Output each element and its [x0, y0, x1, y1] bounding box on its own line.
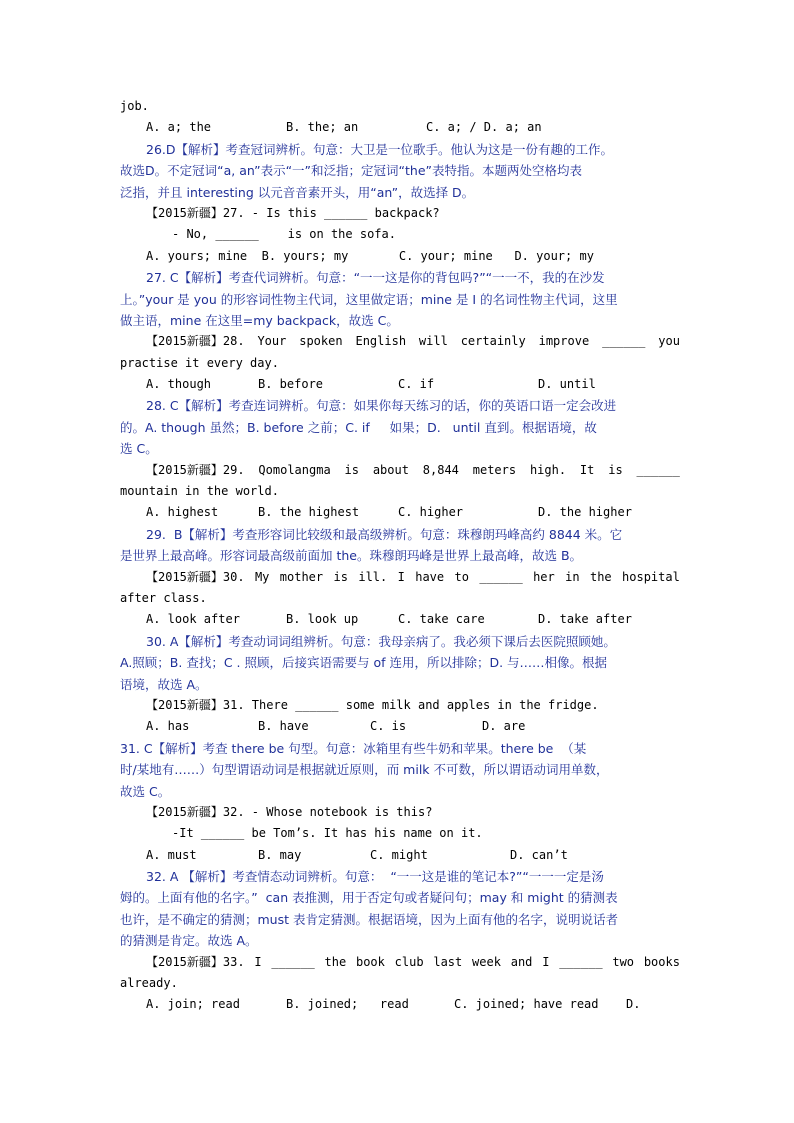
question-line: 【2015新疆】32. - Whose notebook is this? — [146, 804, 433, 819]
option-c: C. might — [370, 847, 428, 862]
question-line: after class. — [120, 590, 207, 605]
option-a: A. a; the — [146, 120, 212, 135]
options-row — [120, 716, 680, 737]
option-a: A. has — [146, 719, 190, 734]
word: I — [542, 954, 550, 969]
option-b: B. look up — [286, 612, 359, 627]
question-line — [120, 952, 680, 973]
options-row — [120, 374, 680, 395]
word: I — [397, 569, 405, 584]
explanation-line: 28. C【解析】考查连词辨析。句意：如果你每天练习的话，你的英语口语一定会改进 — [146, 398, 617, 414]
question-line: 【2015新疆】31. There ______ some milk and apples in the fridge. — [146, 697, 599, 712]
word: you — [658, 334, 680, 349]
question-line: - No, ______ is on the sofa. — [172, 227, 396, 242]
explanation-line: 故选D。不定冠词“a, an”表示“一”和泛指；定冠词“the”表特指。本题两处空格均表 — [120, 163, 583, 179]
word: I — [254, 954, 262, 969]
explanation-line: 的。A. though 虽然；B. before 之前；C. if 如果；D. until 直到。根据语境，故 — [120, 419, 597, 435]
options-row — [120, 845, 680, 866]
explanation-line: 选 C。 — [120, 441, 158, 457]
question-line: 【2015新疆】27. - Is this ______ backpack? — [146, 205, 440, 220]
text-line: job. — [120, 99, 149, 113]
document-page — [120, 96, 680, 1016]
word: improve — [538, 334, 590, 349]
word: ______ — [559, 954, 603, 969]
option-b: B. the; an — [286, 120, 359, 135]
word: 8,844 — [422, 462, 459, 477]
options-row — [120, 502, 680, 523]
word: ______ — [271, 954, 315, 969]
question-line — [120, 331, 680, 352]
option-c: C. joined; have read — [454, 997, 599, 1012]
explanation-line: 29. B【解析】考查形容词比较级和最高级辨析。句意：珠穆朗玛峰高约 8844 米。它 — [146, 526, 623, 542]
word: 【2015新疆】29. — [146, 462, 245, 477]
options-row — [120, 994, 680, 1015]
explanation-line: 做主语，mine 在这里=my backpack，故选 C。 — [120, 312, 399, 328]
word: her — [533, 569, 555, 584]
explanation-line: 上。”your 是 you 的形容词性物主代词，这里做定语；mine 是 I 的名词性物主代词，这里 — [120, 291, 618, 307]
question-line: mountain in the world. — [120, 484, 279, 499]
option-b: B. may — [258, 847, 302, 862]
word: 【2015新疆】30. — [146, 569, 245, 584]
explanation-line: 故选 C。 — [120, 783, 171, 799]
option-c: C. higher — [398, 505, 464, 520]
word: hospital — [622, 569, 680, 584]
option-d: D. the higher — [538, 505, 632, 520]
explanation-line: 语境，故选 A。 — [120, 676, 208, 692]
word: mother — [279, 569, 324, 584]
option-b: B. have — [258, 719, 309, 734]
word: club — [394, 954, 424, 969]
explanation-line: 30. A【解析】考查动词词组辨析。句意：我母亲病了。我必须下课后去医院照顾她。 — [146, 633, 616, 649]
option-c: C. if — [398, 377, 435, 392]
option-a: A. must — [146, 847, 197, 862]
word: English — [355, 334, 407, 349]
question-line — [120, 460, 680, 481]
explanation-line: 时/某地有……）句型谓语动词是根据就近原则，而 milk 不可数，所以谓语动词用单数， — [120, 762, 609, 778]
explanation-line: 27. C【解析】考查代词辨析。句意：“一一这是你的背包吗?”“一一不，我的在沙发 — [146, 270, 605, 286]
option-d: D. take after — [538, 612, 632, 627]
option-d: D. can’t — [510, 847, 568, 862]
option-c: C. is — [370, 719, 407, 734]
word: high. — [529, 462, 567, 477]
word: ______ — [636, 462, 680, 477]
option-a: A. highest — [146, 505, 219, 520]
option-a: A. though — [146, 377, 212, 392]
option-b: B. the highest — [258, 505, 360, 520]
option-b: B. joined; read — [286, 997, 409, 1012]
explanation-line: 也许，是不确定的猜测；must 表肯定猜测。根据语境，因为上面有他的名字，说明说话者 — [120, 911, 618, 927]
word: have — [415, 569, 445, 584]
word: and — [510, 954, 533, 969]
explanation-line: 26.D【解析】考查冠词辨析。句意：大卫是一位歌手。他认为这是一份有趣的工作。 — [146, 141, 614, 157]
word: It — [579, 462, 595, 477]
word: meters — [472, 462, 517, 477]
options-row: A. yours; mine B. yours; my C. your; mine D. your; my — [146, 248, 594, 263]
explanation-line: 姆的。上面有他的名字。” can 表推测，用于否定句或者疑问句；may 和 might 的猜测表 — [120, 890, 618, 906]
word: in — [565, 569, 580, 584]
explanation-line: 的猜测是肯定。故选 A。 — [120, 933, 258, 949]
word: 【2015新疆】33. — [146, 954, 245, 969]
option-d: D. — [626, 997, 641, 1012]
word: to — [454, 569, 469, 584]
option-c-d: C. a; / D. a; an — [426, 120, 542, 135]
word: two — [612, 954, 635, 969]
option-a: A. look after — [146, 612, 240, 627]
word: ill. — [358, 569, 388, 584]
word: is — [608, 462, 623, 477]
word: 【2015新疆】28. — [146, 334, 245, 349]
option-c: C. take care — [398, 612, 485, 627]
option-d: D. are — [482, 719, 526, 734]
word: Qomolangma — [258, 462, 331, 477]
word: book — [355, 954, 385, 969]
word: the — [324, 954, 347, 969]
word: last — [433, 954, 463, 969]
word: is — [333, 569, 348, 584]
word: the — [589, 569, 612, 584]
word: about — [372, 462, 409, 477]
option-d: D. until — [538, 377, 596, 392]
option-a: A. join; read — [146, 997, 240, 1012]
explanation-line: A.照顾；B. 查找；C . 照顾，后接宾语需要与 of 连用，所以排除；D. 与……相像。根据 — [120, 655, 608, 671]
explanation-line: 泛指，并且 interesting 以元音音素开头，用“an”，故选择 D。 — [120, 184, 475, 200]
option-b: B. before — [258, 377, 324, 392]
explanation-line: 是世界上最高峰。形容词最高级前面加 the。珠穆朗玛峰是世界上最高峰，故选 B。 — [120, 548, 583, 564]
word: week — [472, 954, 501, 969]
options-row — [120, 609, 680, 630]
word: books — [643, 954, 680, 969]
question-line — [120, 567, 680, 588]
question-line: already. — [120, 976, 178, 991]
explanation-line: 31. C【解析】考查 there be 句型。句意：冰箱里有些牛奶和苹果。there be （某 — [120, 740, 587, 756]
word: certainly — [460, 334, 526, 349]
word: spoken — [299, 334, 343, 349]
options-row — [120, 117, 680, 138]
question-line: practise it every day. — [120, 355, 279, 370]
explanation-line: 32. A 【解析】考查情态动词辨析。句意： “一一这是谁的笔记本?”“一一一定是汤 — [146, 869, 604, 885]
word: is — [344, 462, 359, 477]
question-line: -It ______ be Tom’s. It has his name on it. — [172, 826, 483, 841]
word: ______ — [602, 334, 646, 349]
word: ______ — [479, 569, 523, 584]
word: Your — [257, 334, 287, 349]
word: My — [254, 569, 270, 584]
word: will — [418, 334, 448, 349]
